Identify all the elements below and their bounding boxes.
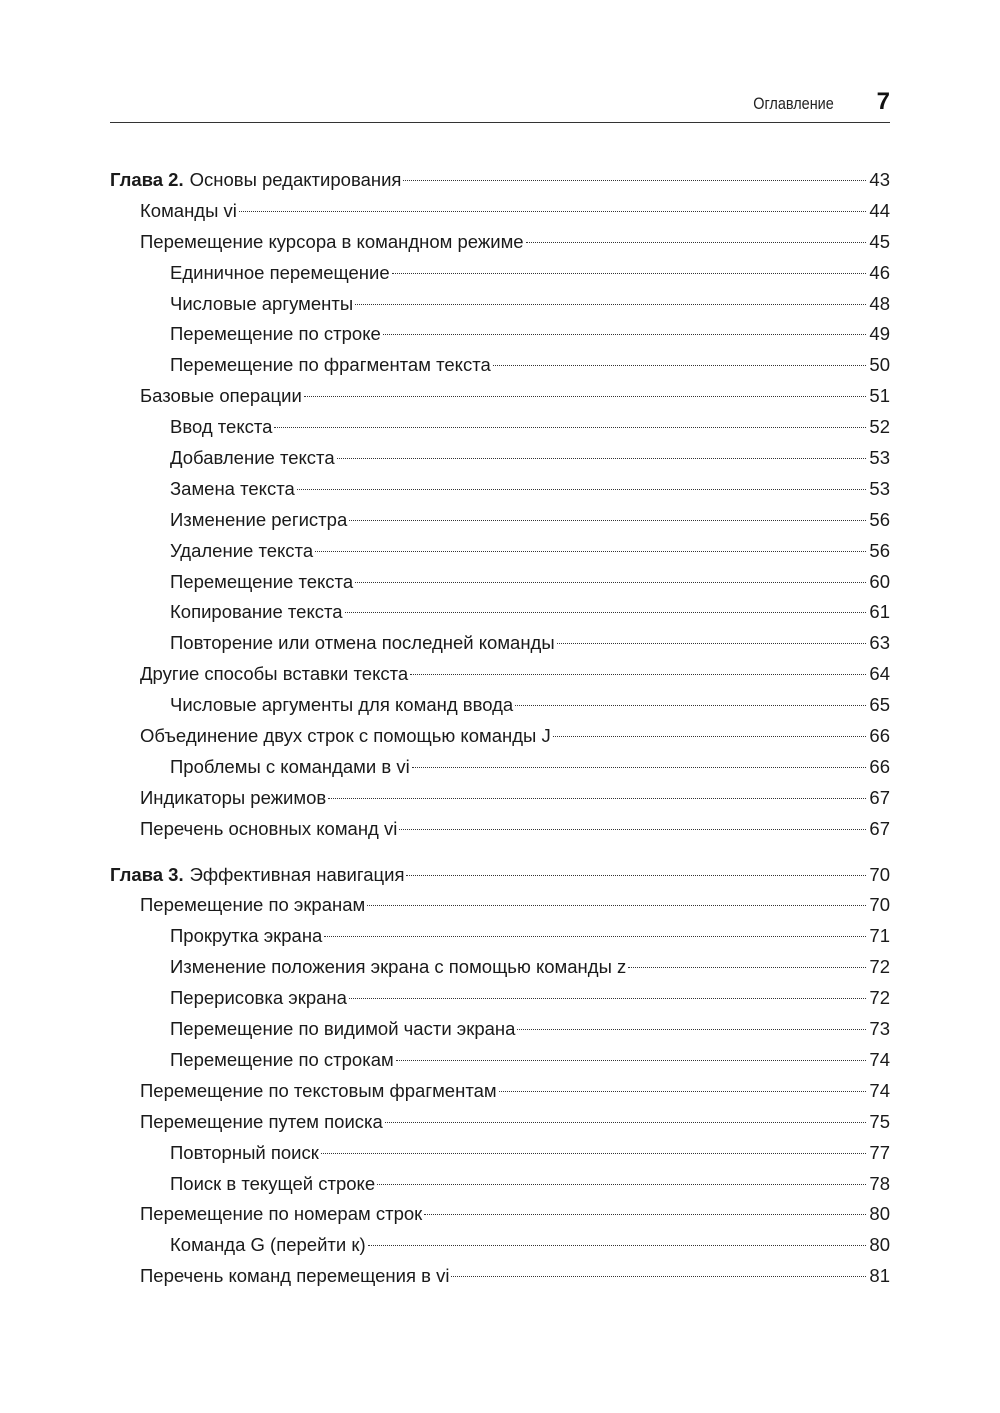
chapter-number: Глава 2.: [110, 169, 184, 190]
dot-leader: [337, 457, 866, 459]
toc-section-entry[interactable]: [110, 783, 890, 814]
toc-subsection-entry[interactable]: [110, 258, 890, 289]
dot-leader: [499, 1090, 866, 1092]
dot-leader: [451, 1275, 866, 1277]
toc-entry-title: Удаление текста: [170, 539, 314, 561]
chapter-number: Глава 3.: [110, 863, 184, 885]
toc-subsection-entry[interactable]: [110, 628, 890, 659]
toc-subsection-entry[interactable]: [110, 319, 890, 350]
dot-leader: [315, 550, 866, 552]
toc-page-number: 61: [869, 601, 890, 623]
dot-leader: [392, 272, 866, 274]
toc-section-entry[interactable]: [110, 196, 890, 227]
toc-entry-title: Поиск в текущей строке: [170, 1172, 376, 1194]
toc-entry-title: Изменение регистра: [170, 508, 348, 530]
toc-page-number: 75: [869, 1110, 890, 1132]
dot-leader: [515, 704, 866, 706]
toc-entry-title: Перемещение по строкам: [170, 1048, 394, 1070]
dot-leader: [424, 1213, 866, 1215]
dot-leader: [403, 179, 866, 181]
toc-entry-title: Проблемы с командами в vi: [170, 755, 410, 777]
toc-section-entry[interactable]: [110, 1199, 890, 1230]
chapter-title: Эффективная навигация: [189, 863, 405, 885]
toc-subsection-entry[interactable]: [110, 443, 890, 474]
toc-entry-title: Числовые аргументы для команд ввода: [170, 694, 514, 716]
toc-subsection-entry[interactable]: [110, 536, 890, 567]
toc-entry-title: Повторный поиск: [170, 1141, 319, 1163]
toc-entry-title: Перемещение курсора в командном режиме: [140, 230, 524, 252]
toc-page-number: 67: [869, 817, 890, 839]
toc-entry-title: Перемещение путем поиска: [140, 1110, 383, 1132]
toc-entry-title: Перемещение по номерам строк: [140, 1203, 423, 1225]
toc-page-number: 72: [869, 956, 890, 978]
toc-entry-title: Перемещение текста: [170, 570, 354, 592]
dot-leader: [355, 581, 866, 583]
toc-entry-title: Команды vi: [140, 199, 237, 221]
toc-page-number: 45: [869, 230, 890, 252]
chapter-title: Основы редактирования: [189, 169, 402, 190]
toc-subsection-entry[interactable]: [110, 505, 890, 536]
page-header: [110, 86, 890, 123]
toc-subsection-entry[interactable]: [110, 983, 890, 1014]
toc-entry-title: Замена текста: [170, 477, 295, 499]
toc-page-number: 78: [869, 1172, 890, 1194]
toc-entry-title: Числовые аргументы: [170, 292, 354, 314]
toc-page-number: 74: [869, 1048, 890, 1070]
toc-page-number: 65: [869, 694, 890, 716]
toc-page-number: 63: [869, 632, 890, 654]
dot-leader: [328, 797, 866, 799]
toc-entry-title: Перемещение по фрагментам текста: [170, 354, 491, 376]
toc-page-number: 70: [869, 863, 890, 885]
dot-leader: [526, 241, 866, 243]
toc-subsection-entry[interactable]: [110, 412, 890, 443]
toc-section-entry[interactable]: [110, 659, 890, 690]
toc-subsection-entry[interactable]: [110, 1045, 890, 1076]
toc-entry-title: Другие способы вставки текста: [140, 663, 409, 685]
toc-subsection-entry[interactable]: [110, 567, 890, 598]
dot-leader: [345, 611, 866, 613]
toc-page-number: 60: [869, 570, 890, 592]
dot-leader: [412, 766, 866, 768]
dot-leader: [274, 426, 866, 428]
toc-section-entry[interactable]: [110, 890, 890, 921]
toc-section-entry[interactable]: [110, 1076, 890, 1107]
toc-subsection-entry[interactable]: [110, 1014, 890, 1045]
dot-leader: [368, 1244, 866, 1246]
toc-entry-title: Прокрутка экрана: [170, 925, 323, 947]
toc-entry-title: Перерисовка экрана: [170, 987, 347, 1009]
dot-leader: [377, 1183, 866, 1185]
dot-leader: [385, 1121, 866, 1123]
dot-leader: [324, 935, 866, 937]
toc-chapter-entry[interactable]: [110, 165, 890, 196]
dot-leader: [399, 828, 866, 830]
toc-section-entry[interactable]: [110, 814, 890, 845]
toc-page-number: 56: [869, 539, 890, 561]
dot-leader: [517, 1028, 866, 1030]
dot-leader: [367, 904, 866, 906]
dot-leader: [493, 364, 866, 366]
toc-entry-title: Перемещение по видимой части экрана: [170, 1018, 516, 1040]
dot-leader: [557, 642, 866, 644]
toc-entry-title: Копирование текста: [170, 601, 343, 623]
toc-entry-title: Добавление текста: [170, 447, 335, 469]
toc-page-number: 53: [869, 477, 890, 499]
toc-entry-title: Изменение положения экрана с помощью команды z: [170, 956, 627, 978]
toc-page-number: 50: [869, 354, 890, 376]
toc-page-number: 52: [869, 416, 890, 438]
toc-section-entry[interactable]: [110, 1261, 890, 1292]
toc-entry-title: Перемещение по экранам: [140, 894, 366, 916]
chapter-gap: [110, 845, 890, 860]
running-header-title: Оглавление: [753, 94, 834, 113]
toc-page-number: 80: [869, 1234, 890, 1256]
toc-page-number: 66: [869, 755, 890, 777]
toc-page-number: 46: [869, 261, 890, 283]
page-number: 7: [876, 88, 890, 115]
toc-entry-title: Ввод текста: [170, 416, 273, 438]
toc-chapter-entry[interactable]: [110, 860, 890, 891]
dot-leader: [355, 303, 866, 305]
toc-subsection-entry[interactable]: [110, 597, 890, 628]
toc-entry-title: Команда G (перейти к): [170, 1234, 366, 1256]
toc-entry-title: Базовые операции: [140, 385, 302, 407]
toc-entry-title: Перечень основных команд vi: [140, 817, 398, 839]
toc-subsection-entry[interactable]: [110, 690, 890, 721]
toc-entry-title: Перемещение по текстовым фрагментам: [140, 1079, 497, 1101]
toc-subsection-entry[interactable]: [110, 1138, 890, 1169]
toc-page-number: 48: [869, 292, 890, 314]
toc-section-entry[interactable]: [110, 227, 890, 258]
toc-page-number: 67: [869, 786, 890, 808]
toc-page-number: 71: [869, 925, 890, 947]
dot-leader: [297, 488, 866, 490]
toc-page-number: 43: [869, 169, 890, 190]
toc-page-number: 74: [869, 1079, 890, 1101]
toc-subsection-entry[interactable]: [110, 752, 890, 783]
toc-page-number: 56: [869, 508, 890, 530]
toc-entry-title: Индикаторы режимов: [140, 786, 327, 808]
toc-page-number: 53: [869, 447, 890, 469]
toc-page-number: 81: [869, 1265, 890, 1287]
toc-page-number: 49: [869, 323, 890, 345]
toc-entry-title: Объединение двух строк с помощью команды J: [140, 725, 551, 747]
dot-leader: [304, 395, 866, 397]
dot-leader: [396, 1059, 866, 1061]
toc-page-number: 51: [869, 385, 890, 407]
toc-entry-title: Перемещение по строке: [170, 323, 381, 345]
dot-leader: [349, 997, 866, 999]
dot-leader: [239, 210, 866, 212]
toc-subsection-entry[interactable]: [110, 289, 890, 320]
dot-leader: [406, 874, 866, 876]
toc-page-number: 72: [869, 987, 890, 1009]
toc-page-number: 80: [869, 1203, 890, 1225]
toc-page-number: 66: [869, 725, 890, 747]
dot-leader: [628, 966, 866, 968]
toc-page-number: 44: [869, 199, 890, 221]
toc-subsection-entry[interactable]: [110, 952, 890, 983]
toc-page-number: 77: [869, 1141, 890, 1163]
dot-leader: [321, 1152, 866, 1154]
toc-section-entry[interactable]: [110, 721, 890, 752]
toc-entry-title: Повторение или отмена последней команды: [170, 632, 555, 654]
dot-leader: [383, 333, 866, 335]
dot-leader: [410, 673, 866, 675]
toc-entry-title: Перечень команд перемещения в vi: [140, 1265, 450, 1287]
table-of-contents: [110, 165, 890, 1292]
toc-subsection-entry[interactable]: [110, 1230, 890, 1261]
toc-page-number: 73: [869, 1018, 890, 1040]
toc-section-entry[interactable]: [110, 1107, 890, 1138]
dot-leader: [349, 519, 866, 521]
toc-subsection-entry[interactable]: [110, 474, 890, 505]
toc-section-entry[interactable]: [110, 381, 890, 412]
toc-page-number: 70: [869, 894, 890, 916]
toc-entry-title: Единичное перемещение: [170, 261, 390, 283]
toc-subsection-entry[interactable]: [110, 921, 890, 952]
toc-page-number: 64: [869, 663, 890, 685]
dot-leader: [553, 735, 866, 737]
toc-subsection-entry[interactable]: [110, 1169, 890, 1200]
toc-subsection-entry[interactable]: [110, 350, 890, 381]
